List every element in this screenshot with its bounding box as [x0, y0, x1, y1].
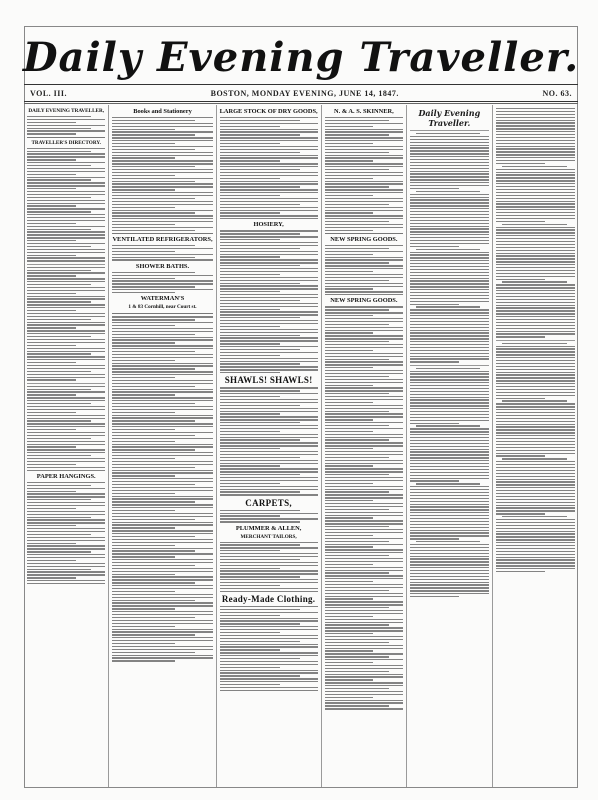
- column-2: [109, 105, 216, 787]
- col1-heading-2: TRAVELLER'S DIRECTORY.: [31, 139, 101, 146]
- columns: [24, 105, 578, 787]
- col3-heading-7: Ready-Made Clothing.: [221, 593, 316, 604]
- text-block: [112, 245, 212, 261]
- volume-label: VOL. III.: [30, 88, 68, 98]
- text-block: [112, 272, 212, 294]
- masthead-title: Daily Evening Traveller.: [22, 33, 580, 81]
- text-block: [220, 510, 318, 523]
- masthead-rule-bottom: [24, 101, 578, 102]
- col2-heading-4: WATERMAN'S: [140, 295, 185, 303]
- masthead: [24, 30, 578, 84]
- dateline: [24, 86, 578, 100]
- column-3: [217, 105, 322, 787]
- column-5: [407, 105, 492, 787]
- text-block: [27, 116, 105, 135]
- text-block: [496, 343, 575, 573]
- text-block: [496, 108, 575, 338]
- issue-date: BOSTON, MONDAY EVENING, JUNE 14, 1847.: [210, 88, 399, 98]
- masthead-rule-top: [24, 84, 578, 85]
- text-block: [410, 133, 488, 363]
- col3-heading-2: HOSIERY,: [253, 221, 284, 229]
- col3-heading-6: MERCHANT TAILORS,: [240, 533, 297, 540]
- text-block: [27, 482, 105, 584]
- col3-heading-4: CARPETS,: [245, 497, 292, 508]
- text-block: [325, 117, 403, 231]
- text-block: [220, 117, 318, 219]
- column-1: [24, 105, 109, 787]
- text-block: [112, 117, 212, 231]
- col2-heading-3: SHOWER BATHS.: [135, 262, 190, 270]
- text-block: [112, 316, 212, 661]
- col1-heading-3: PAPER HANGINGS.: [36, 472, 96, 480]
- column-6: [493, 105, 578, 787]
- col4-heading-3: NEW SPRING GOODS.: [330, 297, 398, 305]
- col2-heading-2: VENTILATED REFRIGERATORS,: [112, 236, 213, 244]
- issue-number: NO. 63.: [542, 88, 572, 98]
- col4-heading-2: NEW SPRING GOODS.: [330, 236, 398, 244]
- text-block: [220, 387, 318, 495]
- col2-heading-1: Books and Stationery: [133, 108, 192, 115]
- text-block: [27, 386, 105, 471]
- text-block: [27, 267, 105, 381]
- col3-heading-5: PLUMMER & ALLEN,: [235, 524, 302, 532]
- col1-heading-1: DAILY EVENING TRAVELLER,: [28, 108, 105, 114]
- text-block: [220, 542, 318, 592]
- text-block: [220, 230, 318, 373]
- col3-heading-3: SHAWLS! SHAWLS!: [224, 375, 313, 386]
- masthead-rule-bottom-2: [24, 103, 578, 104]
- editorial-column-header: Daily Evening Traveller.: [418, 108, 481, 128]
- col3-heading-1: LARGE STOCK OF DRY GOODS,: [219, 108, 318, 115]
- col4-heading-1: N. & A. S. SKINNER,: [334, 108, 394, 115]
- text-block: [325, 306, 403, 709]
- text-block: [220, 606, 318, 691]
- text-block: [325, 245, 403, 295]
- column-4: [322, 105, 407, 787]
- text-block: [410, 368, 488, 598]
- col2-heading-5: 1 & 83 Cornhill, near Court st.: [128, 304, 197, 311]
- text-block: [27, 148, 105, 262]
